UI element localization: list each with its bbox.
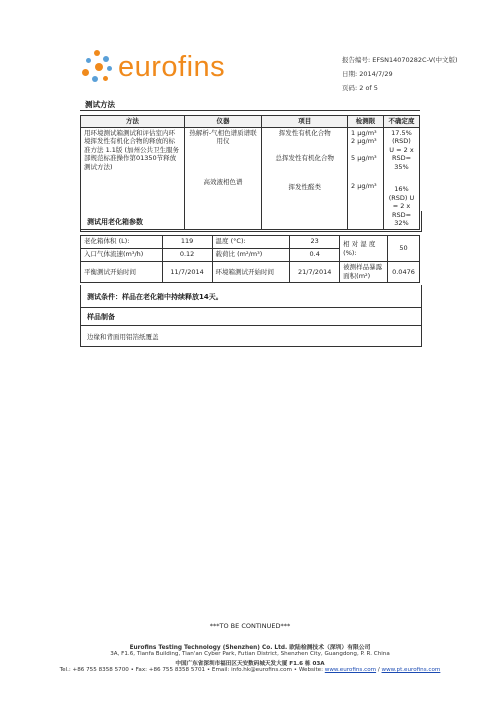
website-link-2[interactable]: www.pt.eurofins.com xyxy=(381,667,441,673)
report-number: 报告编号: EFSN14070282C-V(中文版) xyxy=(342,56,458,64)
limit-aldehydes: 2 µg/m³ xyxy=(351,182,377,190)
flow-rate-value: 0.12 xyxy=(162,249,212,262)
exposure-area-value: 0.0476 xyxy=(387,262,419,283)
logo-dots-icon xyxy=(80,50,114,86)
item-tvoc: 总挥发性有机化合物 xyxy=(275,154,334,162)
sample-prep-section xyxy=(80,307,422,326)
chamber-volume-label: 老化箱体积 (L): xyxy=(81,236,163,249)
chamber-volume-value: 119 xyxy=(162,236,212,249)
footer-contact xyxy=(0,667,500,673)
footer-address-en: 3A, F1.6, Tianfa Building, Tian'an Cyber Park, Futian District, Shenzhen City, Guangdong, P. R. China xyxy=(110,651,390,657)
divider xyxy=(80,110,420,111)
uncertainty-voc-u: U = 2 x RSD= 35% xyxy=(389,145,414,171)
condition-section xyxy=(80,285,422,308)
footer-address-cn: 中国广东省深圳市福田区天安数码城天发大厦 F1.6 栋 03A xyxy=(175,661,325,667)
loading-ratio-value: 0.4 xyxy=(290,249,340,262)
eurofins-logo xyxy=(80,48,250,88)
method-section-title: 测试方法 xyxy=(85,100,115,109)
table-row xyxy=(81,262,420,283)
instrument-hplc: 高效液相色谱 xyxy=(203,177,243,186)
table-row xyxy=(81,236,420,249)
humidity-label: 相 对 湿 度 (%): xyxy=(340,236,388,262)
uncertainty-voc: 17.5% (RSD) xyxy=(391,128,412,145)
temperature-value: 23 xyxy=(290,236,340,249)
header-item: 项目 xyxy=(262,116,348,128)
header-limit: 检测限 xyxy=(348,116,384,128)
sample-prep-body xyxy=(80,325,422,347)
footer-company: Eurofins Testing Technology (Shenzhen) Co. Ltd. 欧陆检测技术（深圳）有限公司 xyxy=(129,645,371,651)
header-instrument: 仪器 xyxy=(184,116,262,128)
report-date: 日期: 2014/7/29 xyxy=(342,70,393,78)
sample-prep-title: 样品制备 xyxy=(87,313,115,321)
flow-rate-label: 入口气体流速(m³/h) xyxy=(81,249,163,262)
page-number: 页码: 2 of 5 xyxy=(342,84,378,92)
to-be-continued: ***TO BE CONTINUED*** xyxy=(209,622,291,630)
limit-tvoc: 5 µg/m³ xyxy=(351,153,377,162)
humidity-value: 50 xyxy=(387,236,419,262)
equilibrium-start-value: 11/7/2014 xyxy=(162,262,212,283)
limit-voc: 1 µg/m³ xyxy=(351,128,377,137)
chamber-section xyxy=(80,211,422,232)
instrument-gcms: 热解析-气相色谱质谱联用仪 xyxy=(189,128,257,145)
chamber-table xyxy=(80,235,420,283)
chamber-start-label: 环境箱测试开始时间 xyxy=(212,262,290,283)
website-link-1[interactable]: www.eurofins.com xyxy=(324,667,377,673)
logo-text: eurofins xyxy=(118,51,226,83)
footer-link-separator: / xyxy=(376,667,382,673)
chamber-section-title: 测试用老化箱参数 xyxy=(87,218,143,226)
footer-contact-text: Tel.: +86 755 8358 5700 • Fax: +86 755 8358 5701 • Email: info.hk@eurofins.com • Website: xyxy=(59,667,325,673)
header-uncertainty: 不确定度 xyxy=(384,116,420,128)
uncertainty-aldehydes: 16% (RSD) U = 2 x RSD= 32% xyxy=(388,185,415,227)
item-voc: 挥发性有机化合物 xyxy=(278,128,331,137)
loading-ratio-label: 载荷比 (m²/m³) xyxy=(212,249,290,262)
temperature-label: 温度 (°C): xyxy=(212,236,290,249)
sample-prep-text: 边缘和背面用铝箔纸覆盖 xyxy=(87,333,159,341)
exposure-area-label: 被测样品暴露面积(m²) xyxy=(340,262,388,283)
chamber-start-value: 21/7/2014 xyxy=(290,262,340,283)
item-aldehydes: 挥发性醛类 xyxy=(288,182,321,191)
header-method: 方法 xyxy=(81,116,185,128)
equilibrium-start-label: 平衡测试开始时间 xyxy=(81,262,163,283)
method-table-header xyxy=(81,116,420,128)
test-condition: 测试条件：样品在老化箱中持续释放14天。 xyxy=(87,293,223,301)
limit-voc-2: 2 µg/m³ xyxy=(351,137,377,145)
method-text: 用环境测试箱测试和评估室内环境挥发性有机化合物的释放的标准方法 1.1版 (加州公共卫生服务部规范标准操作第01350节释放测试方法) xyxy=(81,127,185,229)
